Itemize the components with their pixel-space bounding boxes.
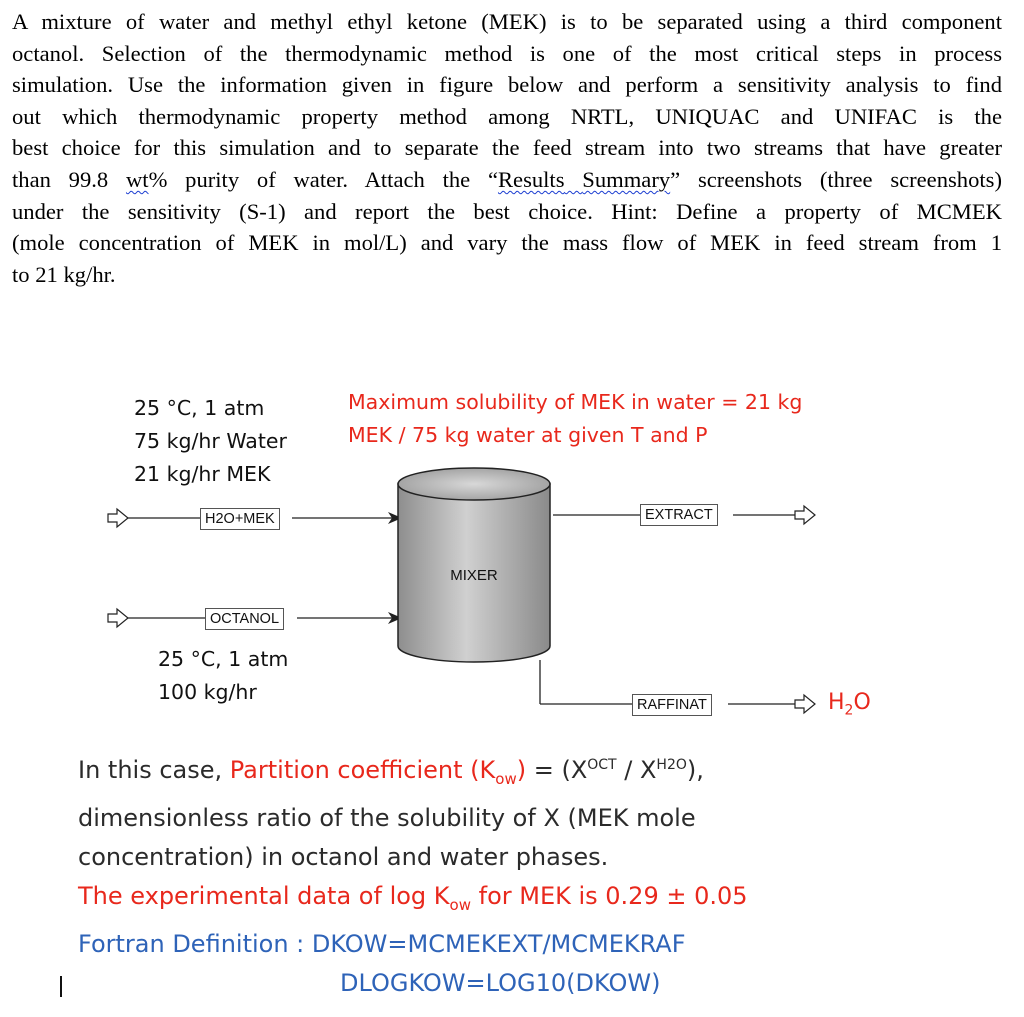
fortran-definition-line-2: DLOGKOW=LOG10(DKOW) bbox=[340, 968, 661, 997]
solvent-source-arrow-icon bbox=[108, 609, 128, 627]
feed-conditions: 25 °C, 1 atm 75 kg/hr Water 21 kg/hr MEK bbox=[134, 396, 287, 486]
stream-tag-raffinate: RAFFINAT bbox=[632, 694, 712, 716]
problem-line: than 99.8 wt% purity of water. Attach the “Results Summary” screenshots (three screenshots) bbox=[12, 166, 1002, 192]
feed-source-arrow-icon bbox=[108, 509, 128, 527]
mixer-label: MIXER bbox=[450, 567, 498, 584]
problem-line: A mixture of water and methyl ethyl ketone (MEK) is to be separated using a third component bbox=[12, 9, 1002, 34]
partition-explanation bbox=[78, 746, 998, 1003]
explain-line: concentration) in octanol and water phases. bbox=[78, 842, 609, 871]
mixer-vessel bbox=[398, 468, 550, 662]
stream-tag-feed: H2O+MEK bbox=[200, 508, 280, 530]
problem-line: simulation. Use the information given in figure below and perform a sensitivity analysis to find bbox=[12, 72, 1002, 98]
problem-line: to 21 kg/hr. bbox=[12, 261, 116, 287]
problem-line: out which thermodynamic property method among NRTL, UNIQUAC and UNIFAC is the bbox=[12, 103, 1002, 129]
spellcheck-word-wt: wt bbox=[125, 166, 149, 192]
spellcheck-word-results: Results bbox=[497, 166, 565, 192]
problem-line: best choice for this simulation and to separate the feed stream into two streams that have greater bbox=[12, 135, 1002, 161]
explain-line: dimensionless ratio of the solubility of X (MEK mole bbox=[78, 803, 696, 832]
raffinate-product-arrow-icon bbox=[795, 695, 815, 713]
experimental-data-line: The experimental data of $\log K_{ow}$ for MEK is 0.29 ± 0.05 bbox=[78, 881, 748, 914]
stream-tag-solvent: OCTANOL bbox=[205, 608, 284, 630]
solvent-conditions: 25 °C, 1 atm 100 kg/hr bbox=[158, 647, 289, 704]
solubility-note: Maximum solubility of MEK in water = 21 kg MEK / 75 kg water at given T and P bbox=[348, 390, 803, 447]
spellcheck-word-summary: Summary bbox=[582, 166, 671, 192]
problem-line: (mole concentration of MEK in mol/L) and vary the mass flow of MEK in feed stream from 1 bbox=[12, 230, 1002, 256]
product-label-water: $H_2O$ bbox=[828, 690, 871, 719]
stream-tag-extract: EXTRACT bbox=[640, 504, 718, 526]
extract-product-arrow-icon bbox=[795, 506, 815, 524]
explain-line: In this case, Partition coefficient $(K_{ow}) = (X^{OCT} / X^{H2O})$, bbox=[78, 756, 704, 788]
fortran-definition-line: Fortran Definition : DKOW=MCMEKEXT/MCMEKRAF bbox=[78, 929, 686, 958]
problem-line: under the sensitivity (S-1) and report the best choice. Hint: Define a property of MCMEK bbox=[12, 198, 1002, 224]
problem-line: octanol. Selection of the thermodynamic method is one of the most critical steps in process bbox=[12, 40, 1002, 66]
text-cursor bbox=[60, 976, 62, 997]
